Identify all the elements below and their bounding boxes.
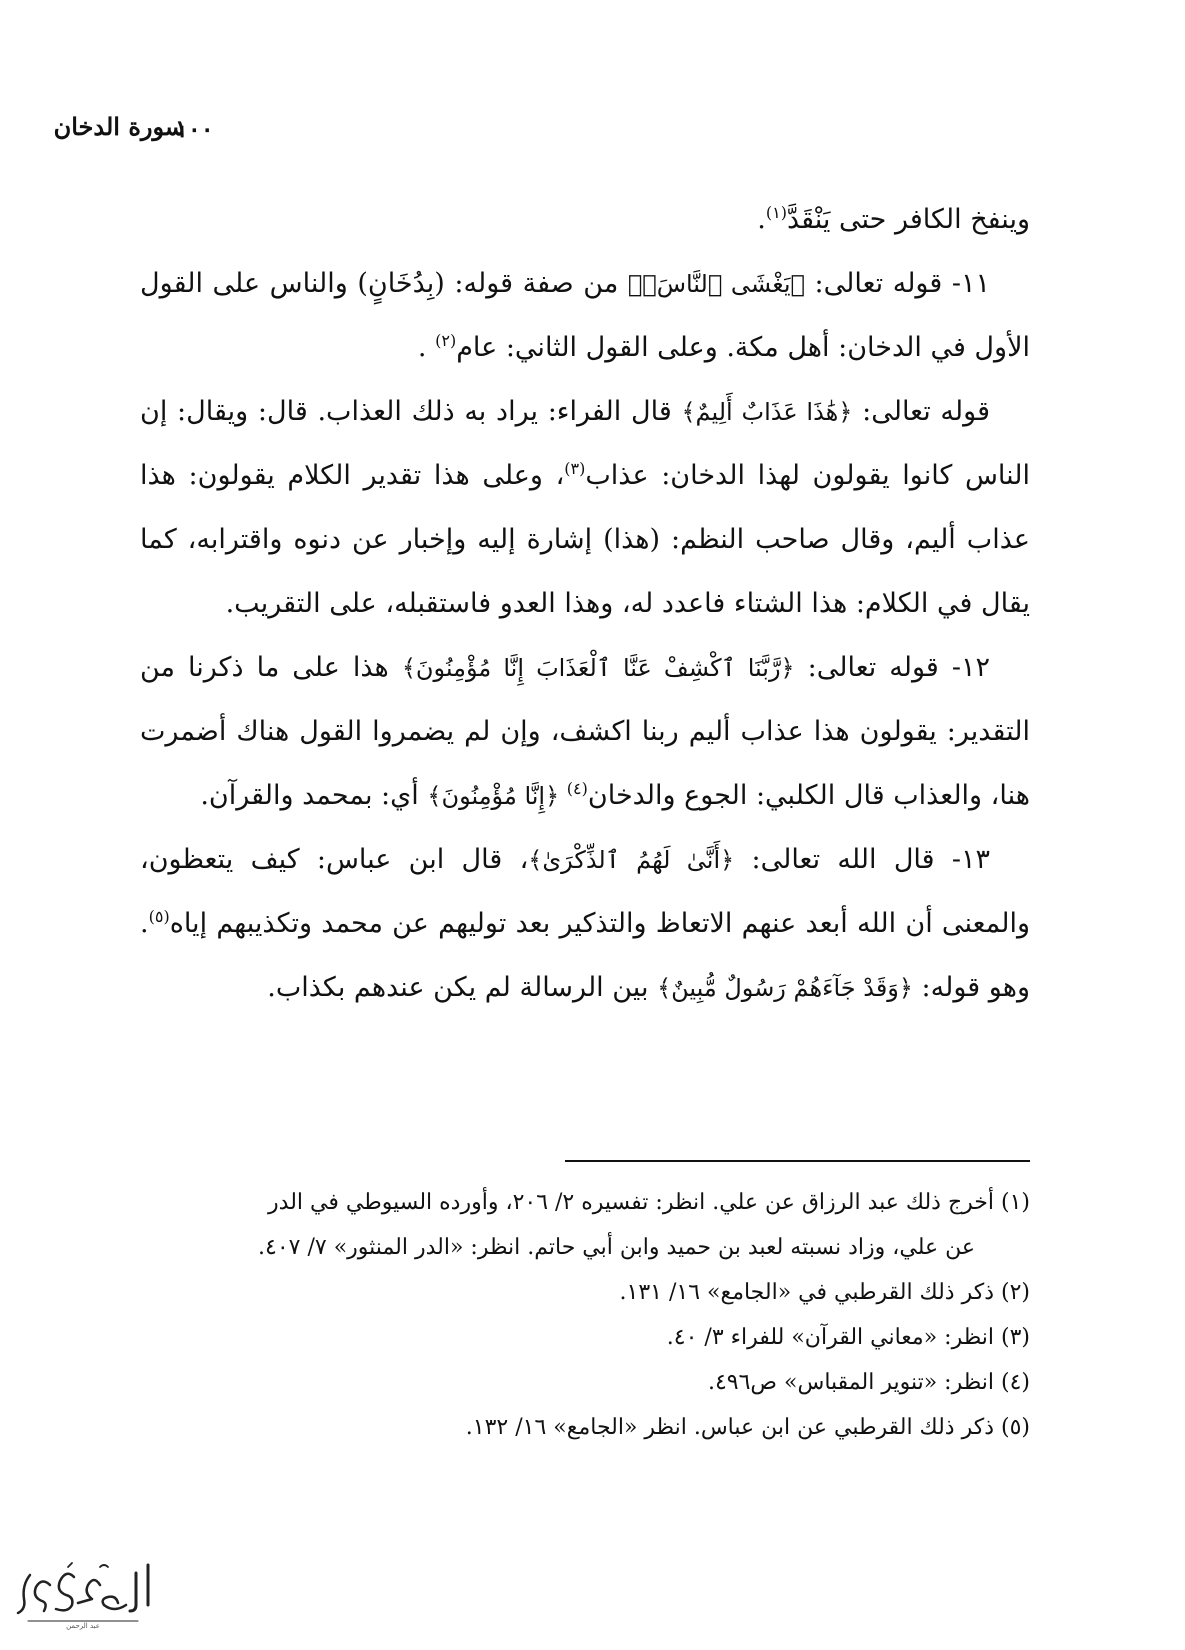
paragraph-4-text: هذا على ما ذكرنا من التقدير: يقولون هذا عذاب أليم ربنا اكشف، وإن لم يضمروا القول هناك أضمرت هنا، والعذاب قال الكلبي: الجوع والدخان — [140, 652, 1030, 811]
paragraph-4-intro: ١٢- قوله تعالى: — [794, 652, 990, 683]
paragraph-2-end: . — [417, 332, 436, 363]
paragraph-3-text-cont: ، وعلى هذا تقدير الكلام يقولون: هذا عذاب أليم، وقال صاحب النظم: (هذا) إشارة إليه وإخبار عن دنوه واقترابه، كما يقال في الكلام: هذا الشتاء فاعدد له، وهذا العدو فاستقبله، على التقريب. — [140, 460, 1030, 619]
paragraph-5-text: ، قال ابن عباس: كيف يتعظون، والمعنى أن الله أبعد عنهم الاتعاظ والتذكير بعد توليهم عن محمد وتكذيبهم إياه — [140, 844, 1030, 939]
footnotes — [140, 1180, 1030, 1450]
footnote-1-continued: عن علي، وزاد نسبته لعبد بن حميد وابن أبي حاتم. انظر: «الدر المنثور» ٧/ ٤٠٧. — [258, 1235, 975, 1260]
paragraph-3 — [140, 380, 1030, 636]
quran-verse: ﴿وَقَدْ جَآءَهُمْ رَسُولٌ مُّبِينٌ﴾ — [657, 974, 913, 1002]
footnote-ref-2: (٢) — [435, 331, 457, 350]
paragraph-3-intro: قوله تعالى: — [852, 396, 990, 427]
quran-verse: ﴿أَنَّىٰ لَهُمُ ٱلذِّكْرَىٰ﴾ — [528, 846, 735, 874]
main-text — [140, 188, 1030, 1020]
footnote-divider — [565, 1160, 1030, 1162]
footnote-5: (٥) ذكر ذلك القرطبي عن ابن عباس. انظر «الجامع» ١٦/ ١٣٢. — [465, 1415, 1030, 1440]
footnote-ref-3: (٣) — [564, 459, 586, 478]
quran-verse: ﴿رَّبَّنَا ٱكْشِفْ عَنَّا ٱلْعَذَابَ إِنَّا مُؤْمِنُونَ﴾ — [401, 654, 795, 682]
paragraph-2 — [140, 252, 1030, 380]
paragraph-5-text-cont: . وهو قوله: — [140, 908, 1030, 1003]
quran-verse: ﴿يَغْشَى ٱلنَّاسَۖ﴾ — [627, 270, 805, 298]
page-number: ١٠٠ — [175, 114, 214, 143]
paragraph-4-text-cont: أي: بمحمد والقرآن. — [200, 780, 428, 811]
footnote-3: (٣) انظر: «معاني القرآن» للفراء ٣/ ٤٠. — [666, 1325, 1030, 1350]
footnote-2: (٢) ذكر ذلك القرطبي في «الجامع» ١٦/ ١٣١. — [619, 1280, 1030, 1305]
paragraph-5-intro: ١٣- قال الله تعالى: — [734, 844, 990, 875]
footnote-1: (١) أخرج ذلك عبد الرزاق عن علي. انظر: تفسيره ٢/ ٢٠٦، وأورده السيوطي في الدر — [268, 1190, 1030, 1215]
paragraph-2-intro: ١١- قوله تعالى: — [804, 268, 990, 299]
paragraph-3-text: قال الفراء: يراد به ذلك العذاب. قال: ويقال: إن الناس كانوا يقولون لهذا الدخان: عذاب — [140, 396, 1031, 491]
paragraph-1-text: وينفخ الكافر حتى يَنْقَدَّ — [786, 204, 1030, 235]
paragraph-2-text: من صفة قوله: (بِدُخَانٍ) والناس على القول الأول في الدخان: أهل مكة. وعلى القول الثاني: عام — [140, 268, 1030, 363]
paragraph-5-end: بين الرسالة لم يكن عندهم بكذاب. — [267, 972, 658, 1003]
quran-verse: ﴿إِنَّا مُؤْمِنُونَ﴾ — [427, 782, 567, 810]
footnote-ref-4: (٤) — [566, 779, 588, 798]
calligraphy-logo-icon — [8, 1555, 158, 1630]
paragraph-5 — [140, 828, 1030, 1020]
footnote-ref-1: (١) — [765, 203, 787, 222]
paragraph-1 — [140, 188, 1030, 252]
paragraph-1-end: . — [757, 204, 766, 235]
paragraph-4 — [140, 636, 1030, 828]
svg-text:عبد الرحمن: عبد الرحمن — [66, 1622, 100, 1630]
quran-verse: ﴿هَٰذَا عَذَابٌ أَلِيمٌ﴾ — [681, 398, 853, 426]
footnote-4: (٤) انظر: «تنوير المقباس» ص٤٩٦. — [707, 1370, 1030, 1395]
surah-title: سورة الدخان — [53, 112, 185, 141]
page-header — [53, 112, 1030, 152]
footnote-ref-5: (٥) — [148, 907, 170, 926]
watermark-logo — [8, 1555, 158, 1630]
